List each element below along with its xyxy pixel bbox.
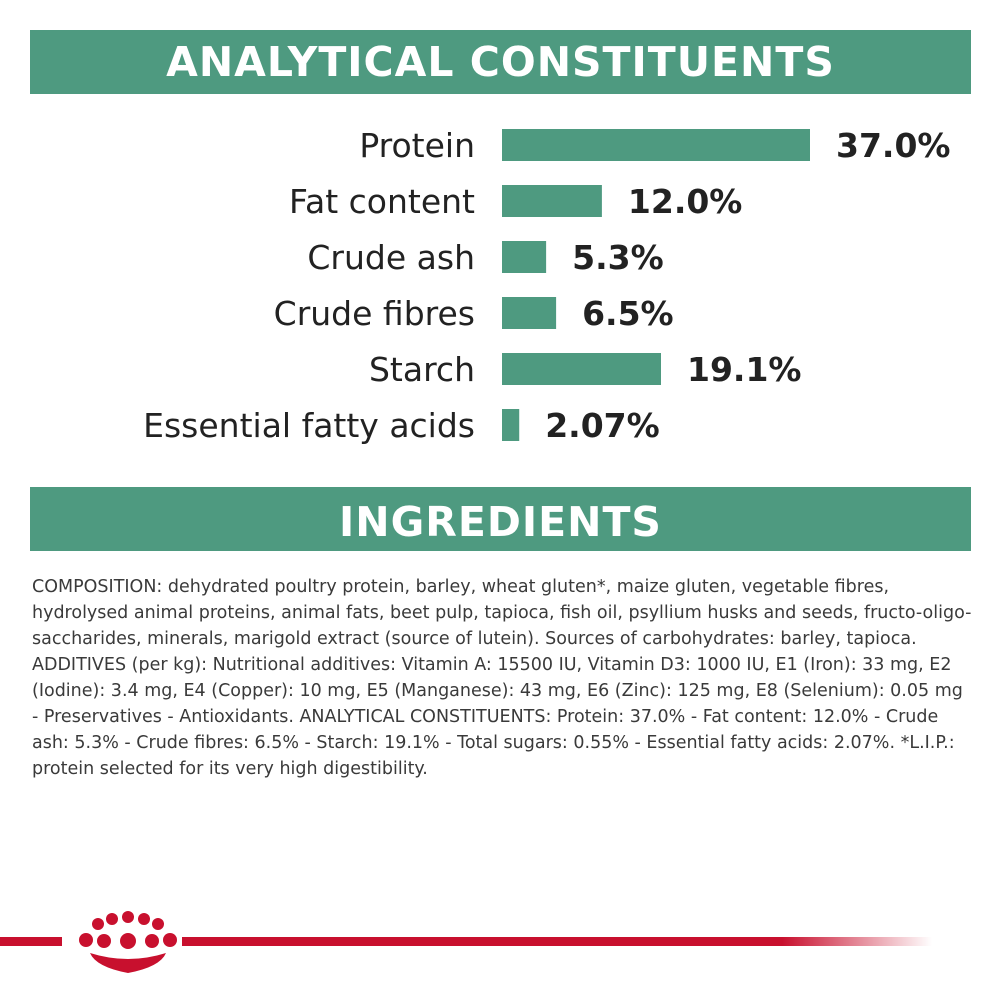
category-label: Starch [368,350,475,389]
value-label: 2.07% [545,406,660,445]
brand-footer [0,905,1000,985]
category-label: Fat content [289,182,475,221]
bar [502,353,661,385]
value-label: 37.0% [836,126,951,165]
footer-right-rule [182,937,932,946]
category-label: Essential fatty acids [143,406,475,445]
crown-icon [79,911,177,973]
bar [502,241,546,273]
analytical-constituents-banner [30,30,971,94]
ingredients-banner [30,487,971,551]
bar [502,297,556,329]
value-label: 6.5% [582,294,674,333]
value-label: 12.0% [627,182,743,221]
category-label: Crude ash [307,238,475,277]
category-label: Crude fibres [273,294,475,333]
composition-text: COMPOSITION: dehydrated poultry protein, barley, wheat gluten*, maize gluten, vegetable fibres, hydrolysed animal proteins, animal fats, beet pulp, tapioca, fish oil, psyllium husks and seeds, fructo-oligo-saccharides, minerals, marigold extract (source of lutein). Sources of carbohydrates: barley, tapioca. ADDITIVES (per kg): Nutritional additives: Vitamin A: 15500 IU, Vitamin D3: 1000 IU, E1 (Iron): 33 mg, E2 (Iodine): 3.4 mg, E4 (Copper): 10 mg, E5 (Manganese): 43 mg, E6 (Zinc): 125 mg, E8 (Selenium): 0.05 mg - Preservatives - Antioxidants. ANALYTICAL CONSTITUENTS: Protein: 37.0% - Fat content: 12.0% - Crude ash: 5.3% - Crude fibres: 6.5% - Starch: 19.1% - Total sugars: 0.55% - Essential fatty acids: 2.07%. *L.I.P.: protein selected for its very high digestibility. [32,577,972,779]
category-label: Protein [359,126,475,165]
bar [502,129,810,161]
bar [502,409,519,441]
analytical-constituents-chart [0,110,1000,460]
footer-left-rule [0,937,62,946]
analytical-constituents-title: ANALYTICAL CONSTITUENTS [166,38,835,86]
ingredients-title: INGREDIENTS [339,498,662,546]
value-label: 5.3% [572,238,664,277]
bar [502,185,602,217]
value-label: 19.1% [686,350,802,389]
